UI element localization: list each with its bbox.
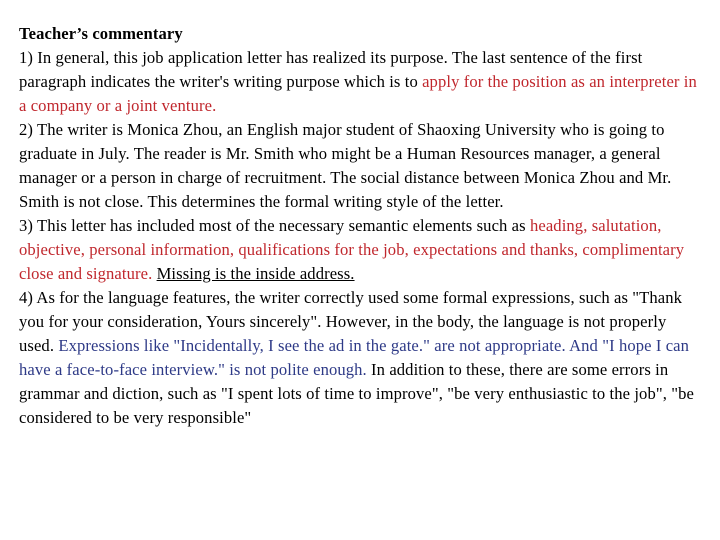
point-3-missing-note: Missing is the inside address. <box>156 264 355 283</box>
commentary-text-block <box>19 22 703 430</box>
commentary-heading: Teacher’s commentary <box>19 24 183 43</box>
point-1-text: 1) In general, this job application letter has realized its purpose. The last sentence of the first paragraph indicates the writer's writing purpose which is to <box>19 48 643 91</box>
point-4-errors-text: In addition to these, there are some errors in grammar and diction, such as "I spent lots of time to improve", "be very enthusiastic to the job", "be considered to be very responsible" <box>19 360 694 427</box>
point-4-text: 4) As for the language features, the writer correctly used some formal expressions, such as "Thank you for your consideration, Yours sincerely". However, in the body, the language is not properly used. <box>19 288 683 355</box>
point-3-text: 3) This letter has included most of the necessary semantic elements such as <box>19 216 530 235</box>
point-4-expressions-highlight: Expressions like "Incidentally, I see the ad in the gate." are not appropriate. And "I hope I can have a face-to-face interview." is not polite enough. <box>19 336 690 379</box>
point-3 <box>19 214 703 286</box>
point-3-elements-highlight: heading, salutation, objective, personal information, qualifications for the job, expectations and thanks, complimentary close and signature. <box>19 216 685 283</box>
point-1 <box>19 46 703 118</box>
point-2-text: 2) The writer is Monica Zhou, an English major student of Shaoxing University who is going to graduate in July. The reader is Mr. Smith who might be a Human Resources manager, a general manager or a person in charge of recruitment. The social distance between Monica Zhou and Mr. Smith is not close. This determines the formal writing style of the letter. <box>19 120 672 211</box>
point-4 <box>19 286 703 430</box>
point-1-purpose-highlight: apply for the position as an interpreter in a company or a joint venture. <box>19 72 697 115</box>
point-2 <box>19 118 703 214</box>
